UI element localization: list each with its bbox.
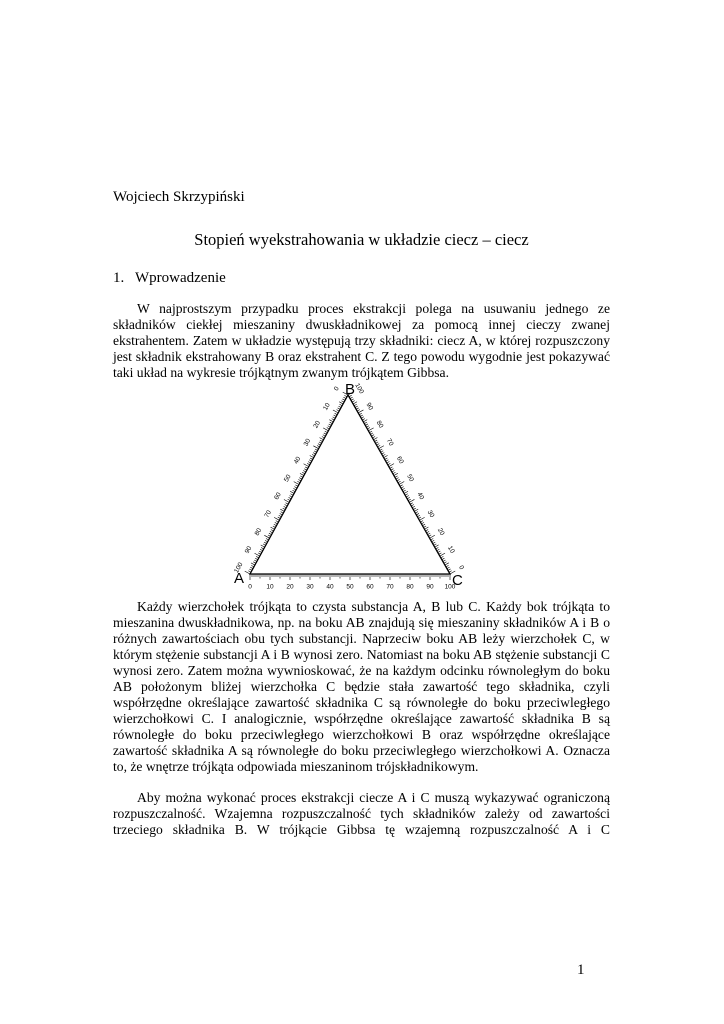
right-side-tick [363, 420, 367, 422]
left-side-tick [339, 402, 343, 404]
left-side-tick [271, 527, 275, 529]
left-side-scale-label: 50 [282, 473, 293, 484]
left-side-tick [300, 473, 304, 475]
paragraph-solubility [113, 790, 610, 838]
right-side-scale-label: 20 [435, 526, 446, 537]
vertex-c-label: C [452, 572, 463, 589]
left-side-scale-label: 20 [312, 419, 323, 430]
bottom-side-scale-label: 30 [306, 583, 314, 591]
section-number: 1. [113, 270, 125, 286]
right-side-tick [445, 563, 449, 565]
right-side-scale-label: 0 [457, 564, 466, 571]
left-side-scale-label: 40 [292, 455, 303, 466]
left-side-scale-label: 100 [233, 561, 245, 575]
left-side-scale-label: 90 [243, 545, 254, 555]
right-side-tick [384, 455, 388, 457]
left-side-tick [280, 509, 284, 511]
bottom-side-scale-label: 20 [286, 583, 294, 591]
right-side-tick [374, 438, 378, 440]
left-side-scale-label: 70 [263, 509, 274, 520]
bottom-side-scale-label: 0 [248, 583, 252, 591]
right-side-scale-label: 60 [395, 455, 405, 466]
paragraph-vertices [113, 599, 610, 775]
bottom-side-scale-label: 90 [426, 583, 434, 591]
right-side-scale-label: 90 [364, 401, 375, 412]
triangle-outline [250, 395, 450, 574]
right-side-scale-label: 10 [446, 544, 456, 555]
left-side-scale-label: 30 [302, 437, 313, 448]
paragraph-text: Każdy wierzchołek trójkąta to czysta substancja A, B lub C. Każdy bok trójkąta to mieszanina dwuskładnikowa, np. na boku AB znajdują się mieszaniny składników A i B o różnych zawartościach obu tych substancji. Naprzeciw boku AB leży wierzchołek C, w którym stężenie substancji A i B wynosi zero. Natomiast na boku AB stężenie substancji C wynosi zero. Zatem można wywnioskować, że na każdym odcinku równoległym do boku AB położonym bliżej wierzchołka C będzie stała zawartość tego składnika, czyli współrzędne określające zawartość składnika C są równoległe do boku przeciwległego wierzchołkowi C. I analogicznie, współrzędne określające zawartość składnika B są równoległe do boku przeciwległego wierzchołkowi B oraz współrzędne określające zawartość składnika A są równoległe do boku przeciwległego wierzchołkowi A. Oznacza to, że wnętrze trójkąta odpowiada mieszaninom trójskładnikowym. [113, 599, 610, 774]
right-side-scale-label: 40 [415, 491, 426, 501]
bottom-side-scale-label: 40 [326, 583, 334, 591]
left-side-scale-label: 60 [273, 491, 283, 502]
paragraph-text: Aby można wykonać proces ekstrakcji ciecze A i C muszą wykazywać ograniczoną rozpuszczalność. Wzajemna rozpuszczalność tych składników zależy od zawartości trzeciego składnika B. W trójkącie Gibbsa tę wzajemną rozpuszczalność A i C [113, 790, 610, 837]
left-side-scale-label: 80 [253, 527, 264, 537]
page-number: 1 [577, 962, 585, 978]
right-side-scale-label: 80 [374, 419, 385, 430]
bottom-side-scale-label: 10 [266, 583, 274, 591]
left-side-tick [261, 545, 265, 547]
left-side-scale-label: 0 [332, 385, 341, 393]
right-side-scale-label: 30 [425, 509, 436, 519]
left-side-tick [310, 455, 314, 457]
gibbs-triangle-diagram [230, 381, 470, 597]
vertex-a-label: A [234, 570, 245, 587]
right-side-tick [425, 527, 429, 529]
paragraph-text: W najprostszym przypadku proces ekstrakcji polega na usuwaniu jednego ze składników ciekłej mieszaniny dwuskładnikowej za pomocą innej cieczy zwanej ekstrahentem. Zatem w układzie występują trzy składniki: ciecz A, w której rozpuszczony jest składnik ekstrahowany B oraz ekstrahent C. Z tego powodu wygodnie jest pokazywać taki układ na wykresie trójkątnym zwanym trójkątem Gibbsa. [113, 301, 610, 380]
vertex-b-label: B [345, 381, 356, 398]
right-side-tick [394, 473, 398, 475]
document-title: Stopień wyekstrahowania w układzie ciecz – ciecz [194, 230, 529, 249]
left-side-tick [329, 420, 333, 422]
bottom-side-scale-label: 50 [346, 583, 354, 591]
left-side-tick [320, 438, 324, 440]
section-heading [113, 270, 226, 287]
bottom-side-scale-label: 100 [444, 583, 456, 591]
bottom-side-scale-label: 80 [406, 583, 414, 591]
right-side-scale-label: 70 [384, 437, 395, 448]
left-side-scale-label: 10 [322, 401, 332, 412]
left-side-tick [251, 563, 255, 565]
right-side-scale-label: 50 [405, 473, 415, 484]
bottom-side-scale-label: 70 [386, 583, 394, 591]
bottom-side-scale-label: 60 [366, 583, 374, 591]
right-side-scale-label: 100 [353, 382, 365, 396]
right-side-tick [404, 491, 408, 493]
section-title: Wprowadzenie [135, 270, 226, 286]
right-side-tick [435, 545, 439, 547]
right-side-tick [353, 402, 357, 404]
author-name: Wojciech Skrzypiński [113, 189, 245, 205]
paragraph-intro [113, 301, 610, 381]
right-side-tick [414, 509, 418, 511]
left-side-tick [290, 491, 294, 493]
